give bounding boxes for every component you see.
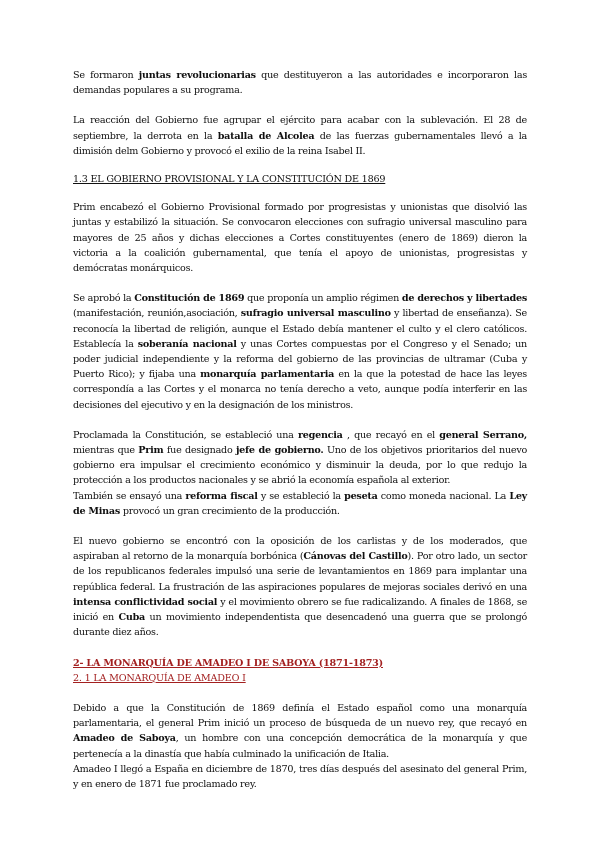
paragraph-oposicion: El nuevo gobierno se encontró con la oposición de los carlistas y de los moderados, que aspiraban al retorno de la monarquía borbónica (Cánovas del Castillo). Por otro lado, un sector de los republicanos federales impulsó una serie de levantamientos en 1869 para implantar una república federal. La frustración de las aspiraciones populares de mejoras sociales derivó en una intensa conflictividad social y el movimiento obrero se fue radicalizando. A finales de 1868, se inició en Cuba un movimiento independentista que desencadenó una guerra que se prolongó durante diez años.: [73, 536, 527, 639]
section-heading-gobierno-provisional: 1.3 EL GOBIERNO PROVISIONAL Y LA CONSTITUCIÓN DE 1869: [73, 174, 386, 186]
section-heading-amadeo: 2. 1 LA MONARQUÍA DE AMADEO I: [73, 672, 246, 684]
chapter-heading-amadeo: 2- LA MONARQUÍA DE AMADEO I DE SABOYA (1871-1873): [73, 657, 383, 669]
paragraph-gobierno-provisional: Prim encabezó el Gobierno Provisional formado por progresistas y unionistas que disolvió las juntas y estabilizó la situación. Se convocaron elecciones con sufragio universal masculino para mayores de 25 años y dichas elecciones a Cortes constituyentes (enero de 1869) dieron la victoria a la coalición gubernamental, que tenía el apoyo de unionistas, progresistas y demócratas monárquicos.: [73, 202, 527, 275]
paragraph-busqueda-rey: Debido a que la Constitución de 1869 definía el Estado español como una monarquía parlamentaria, el general Prim inició un proceso de búsqueda de un nuevo rey, que recayó en Amadeo de Saboya, un hombre con una concepción democrática de la monarquía y que pertenecía a la dinastía que había culminado la unificación de Italia.: [73, 702, 527, 760]
paragraph-alcolea: La reacción del Gobierno fue agrupar el ejército para acabar con la sublevación. El 28 de septiembre, la derrota en la batalla de Alcolea de las fuerzas gubernamentales llevó a la dimisión delm Gobierno y provocó el exilio de la reina Isabel II.: [73, 115, 527, 157]
paragraph-regencia: Proclamada la Constitución, se estableció una regencia , que recayó en el general Serrano, mientras que Prim fue designado jefe de gobierno. Uno de los objetivos prioritarios del nuevo gobierno era impulsar el crecimiento económico y disminuir la deuda, por lo que redujo la protección a los productos nacionales y se abrió la economía española al exterior.: [73, 429, 528, 487]
paragraph-reforma-fiscal: También se ensayó una reforma fiscal y se estableció la peseta como moneda nacional. La Ley de Minas provocó un gran crecimiento de la producción.: [73, 490, 528, 517]
paragraph-llegada-amadeo: Amadeo I llegó a España en diciembre de 1870, tres días después del asesinato del general Prim, y en enero de 1871 fue proclamado rey.: [73, 763, 527, 790]
paragraph-juntas: Se formaron juntas revolucionarias que destituyeron a las autoridades e incorporaron las demandas populares a su programa.: [73, 70, 527, 97]
paragraph-constitucion: Se aprobó la Constitución de 1869 que proponía un amplio régimen de derechos y libertades (manifestación, reunión,asociación, sufragio universal masculino y libertad de enseñanza). Se reconocía la libertad de religión, aunque el Estado debía mantener el culto y el clero católicos. Establecía la soberanía nacional y unas Cortes compuestas por el Congreso y el Senado; un poder judicial independiente y la reforma del gobierno de las provincias de ultramar (Cuba y Puerto Rico); y fijaba una monarquía parlamentaria en la que la potestad de hace las leyes correspondía a las Cortes y el monarca no tenía derecho a veto, aunque podía interferir en las decisiones del ejecutivo y en la designación de los ministros.: [73, 293, 528, 411]
